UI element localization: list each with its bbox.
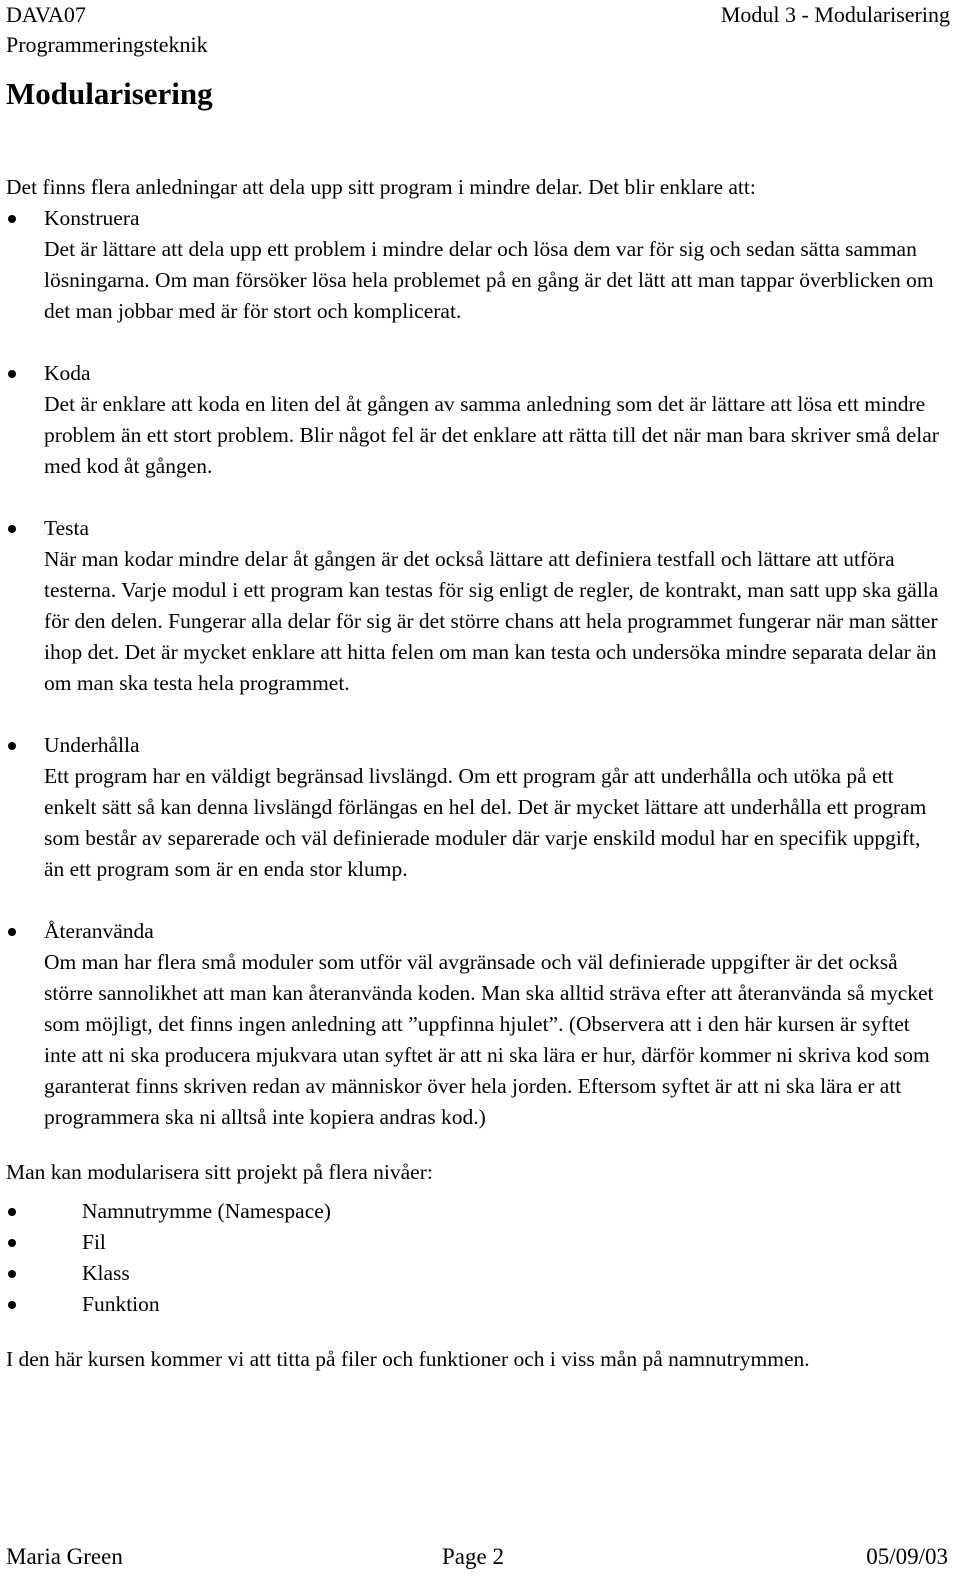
course-name: Programmeringsteknik [6,32,208,57]
footer-page-number: Page 2 [442,1544,504,1569]
bullet-icon [8,1239,16,1247]
reason-text: När man kodar mindre delar åt gången är det också lättare att definiera testfall och lättare att utföra testerna. Varje modul i ett program kan testas för sig enligt de regler, de kontrakt, man satt upp ska gälla för den delen. Fungerar alla delar för sig är det större chans att hela programmet fungerar när man sätter ihop det. Det är mycket enklare att hitta felen om man kan testa och undersöka mindre separata delar än om man ska testa hela programmet. [44,547,939,695]
bullet-icon [8,1270,16,1278]
reason-heading: Konstruera [44,206,140,230]
reason-text: Om man har flera små moduler som utför väl avgränsade och väl definierade uppgifter är det också större sannolikhet att man kan återanvända koden. Man ska alltid sträva efter att återanvända så mycket som möjligt, det finns ingen anledning att ”uppfinna hjulet”. (Observera att i den här kursen är syftet inte att ni ska producera mjukvara utan syftet är att ni ska lära er hur, därför kommer ni skriva kod som garanterat finns skriven redan av människor över hela jorden. Eftersom syftet är att ni ska lära er att programmera ska ni alltså inte kopiera andras kod.) [44,950,934,1129]
reason-heading: Återanvända [44,919,154,943]
reason-heading: Testa [44,516,90,540]
reason-item-testa [6,513,946,699]
intro-paragraph: Det finns flera anledningar att dela upp sitt program i mindre delar. Det blir enklare att: [6,175,756,199]
list-item [6,1227,946,1258]
levels-list [6,1196,946,1320]
list-item-label: Namnutrymme (Namespace) [82,1199,331,1223]
page-footer [6,1540,948,1574]
reason-item-ateranvanda [6,916,946,1133]
bullet-icon [8,1301,16,1309]
bullet-icon [8,928,16,936]
list-item [6,1258,946,1289]
reason-heading: Underhålla [44,733,140,757]
bullet-icon [8,215,16,223]
reason-text: Ett program har en väldigt begränsad livslängd. Om ett program går att underhålla och utöka på ett enkelt sätt så kan denna livslängd förlängas en hel del. Det är mycket lättare att underhålla ett program som består av separerade och väl definierade moduler där varje enskild modul har en specifik uppgift, än ett program som är en enda stor klump. [44,764,927,881]
list-item-label: Klass [82,1261,130,1285]
footer-date: 05/09/03 [866,1544,948,1569]
list-item-label: Funktion [82,1292,160,1316]
page-title: Modularisering [6,76,213,111]
list-item [6,1289,946,1320]
bullet-icon [8,1208,16,1216]
closing-paragraph: I den här kursen kommer vi att titta på filer och funktioner och i viss mån på namnutrymmen. [6,1347,810,1371]
bullet-icon [8,525,16,533]
reason-text: Det är lättare att dela upp ett problem i mindre delar och lösa dem var för sig och sedan sätta samman lösningarna. Om man försöker lösa hela problemet på en gång är det lätt att man tappar överblicken om det man jobbar med är för stort och komplicerat. [44,237,934,323]
list-item-label: Fil [82,1230,106,1254]
reason-text: Det är enklare att koda en liten del åt gången av samma anledning som det är lättare att lösa ett mindre problem än ett stort problem. Blir något fel är det enklare att rätta till det när man bara skriver små delar med kod åt gången. [44,392,939,478]
reason-item-underhalla [6,730,946,885]
levels-intro: Man kan modularisera sitt projekt på flera nivåer: [6,1160,433,1184]
list-item [6,1196,946,1227]
document-body [6,172,946,1375]
reason-item-koda [6,358,946,482]
module-title: Modul 3 - Modularisering [720,2,950,27]
bullet-icon [8,742,16,750]
reason-item-konstruera [6,203,946,327]
footer-author: Maria Green [6,1544,123,1569]
reason-heading: Koda [44,361,91,385]
course-code: DAVA07 [6,2,86,27]
page-header [6,0,950,60]
bullet-icon [8,370,16,378]
